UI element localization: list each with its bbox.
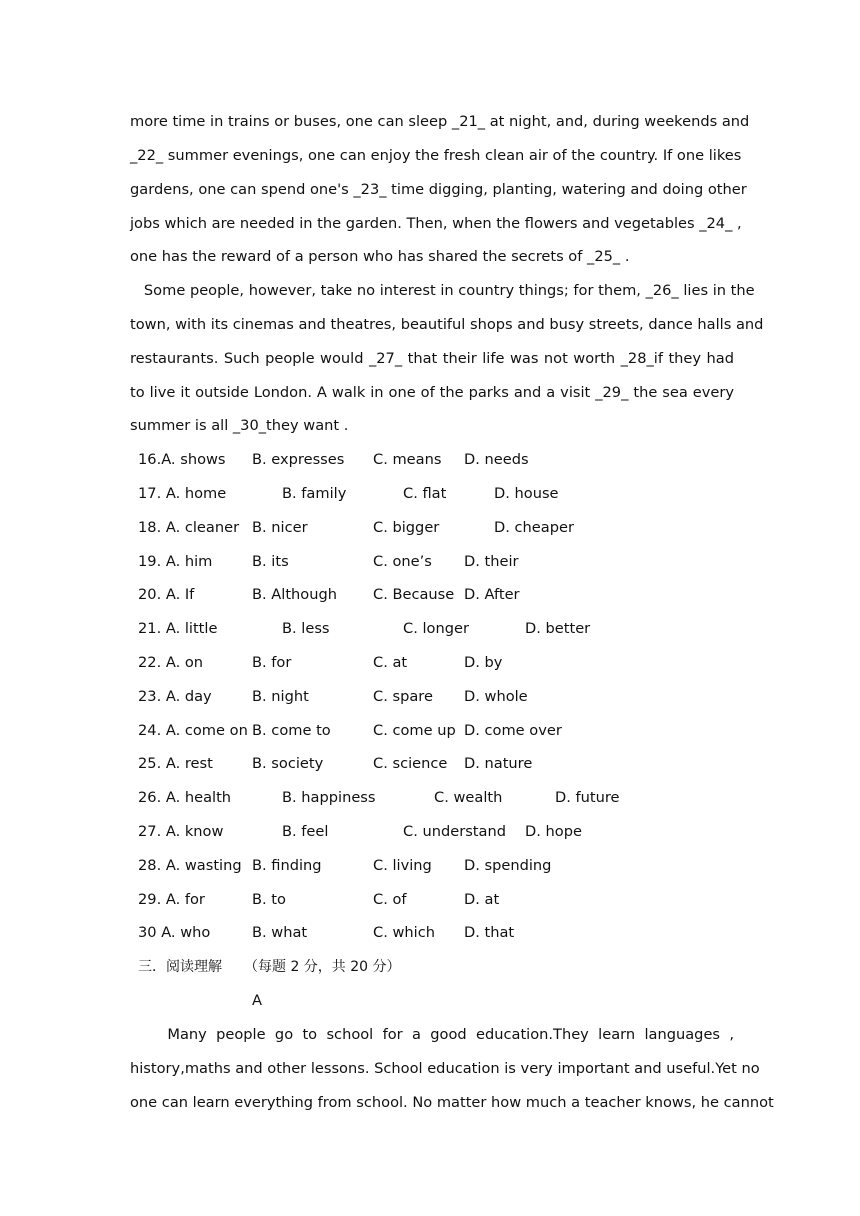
option-d: D. nature [464,755,533,772]
option-c: C. spare [373,688,433,705]
option-d: D. spending [464,857,552,874]
option-b: B. come to [252,722,331,739]
option-c: C. one’s [373,553,432,570]
option-c: C. Because [373,586,455,603]
option-a: 20. A. If [138,586,195,603]
option-a: 27. A. know [138,823,224,840]
option-d: D. by [464,654,503,671]
option-d: D. come over [464,722,562,739]
option-a: 25. A. rest [138,755,213,772]
option-b: B. Although [252,586,337,603]
option-b: B. to [252,891,286,908]
passage-line: jobs which are needed in the garden. Then, when the flowers and vegetables _24_ , [130,215,742,232]
option-c: C. bigger [373,519,440,536]
option-d: D. future [555,789,620,806]
option-a: 17. A. home [138,485,227,502]
option-b: B. family [282,485,347,502]
option-c: C. wealth [434,789,503,806]
option-c: C. science [373,755,448,772]
option-a: 24. A. come on [138,722,248,739]
passage-line: Many people go to school for a good education.They learn languages , [130,1026,734,1043]
passage-line: town, with its cinemas and theatres, beautiful shops and busy streets, dance halls and [130,316,764,333]
option-c: C. means [373,451,442,468]
option-b: B. nicer [252,519,308,536]
passage-line: gardens, one can spend one's _23_ time digging, planting, watering and doing other [130,181,747,198]
option-a: 23. A. day [138,688,212,705]
option-a: 16.A. shows [138,451,226,468]
passage-line: summer is all _30_they want . [130,417,349,434]
passage-line: restaurants. Such people would _27_ that their life was not worth _28_if they had [130,350,734,367]
option-b: B. for [252,654,292,671]
option-d: D. at [464,891,500,908]
option-d: D. that [464,924,515,941]
option-b: B. happiness [282,789,376,806]
option-b: B. finding [252,857,322,874]
section-points: （每题 2 分，共 20 分） [244,959,401,975]
option-c: C. which [373,924,435,941]
option-d: D. After [464,586,520,603]
option-a: 30 A. who [138,924,211,941]
option-c: C. flat [403,485,447,502]
option-a: 28. A. wasting [138,857,242,874]
passage-line: one can learn everything from school. No matter how much a teacher knows, he cannot [130,1094,774,1111]
option-a: 18. A. cleaner [138,519,240,536]
option-d: D. their [464,553,519,570]
section-title: 三．阅读理解 [138,959,222,975]
passage-line: _22_ summer evenings, one can enjoy the fresh clean air of the country. If one likes [130,147,742,164]
option-c: C. at [373,654,408,671]
option-d: D. needs [464,451,529,468]
section-heading [138,957,401,977]
option-c: C. understand [403,823,506,840]
option-d: D. whole [464,688,528,705]
option-a: 26. A. health [138,789,232,806]
passage-line: history,maths and other lessons. School education is very important and useful.Yet no [130,1060,760,1077]
option-a: 22. A. on [138,654,204,671]
passage-line: one has the reward of a person who has shared the secrets of _25_ . [130,248,630,265]
option-d: D. better [525,620,591,637]
option-b: B. less [282,620,330,637]
passage-line: Some people, however, take no interest in country things; for them, _26_ lies in the [130,282,755,299]
option-b: B. what [252,924,308,941]
option-c: C. living [373,857,432,874]
option-b: B. society [252,755,324,772]
passage-line: more time in trains or buses, one can sleep _21_ at night, and, during weekends and [130,113,750,130]
option-c: C. longer [403,620,469,637]
option-b: B. its [252,553,289,570]
option-a: 29. A. for [138,891,205,908]
option-d: D. house [494,485,559,502]
option-d: D. cheaper [494,519,574,536]
option-c: C. of [373,891,407,908]
passage-line: to live it outside London. A walk in one of the parks and a visit _29_ the sea every [130,384,734,401]
option-b: B. feel [282,823,329,840]
option-b: B. night [252,688,309,705]
option-c: C. come up [373,722,456,739]
option-b: B. expresses [252,451,345,468]
option-a: 19. A. him [138,553,213,570]
option-a: 21. A. little [138,620,218,637]
option-d: D. hope [525,823,582,840]
passage-title: A [252,992,262,1009]
